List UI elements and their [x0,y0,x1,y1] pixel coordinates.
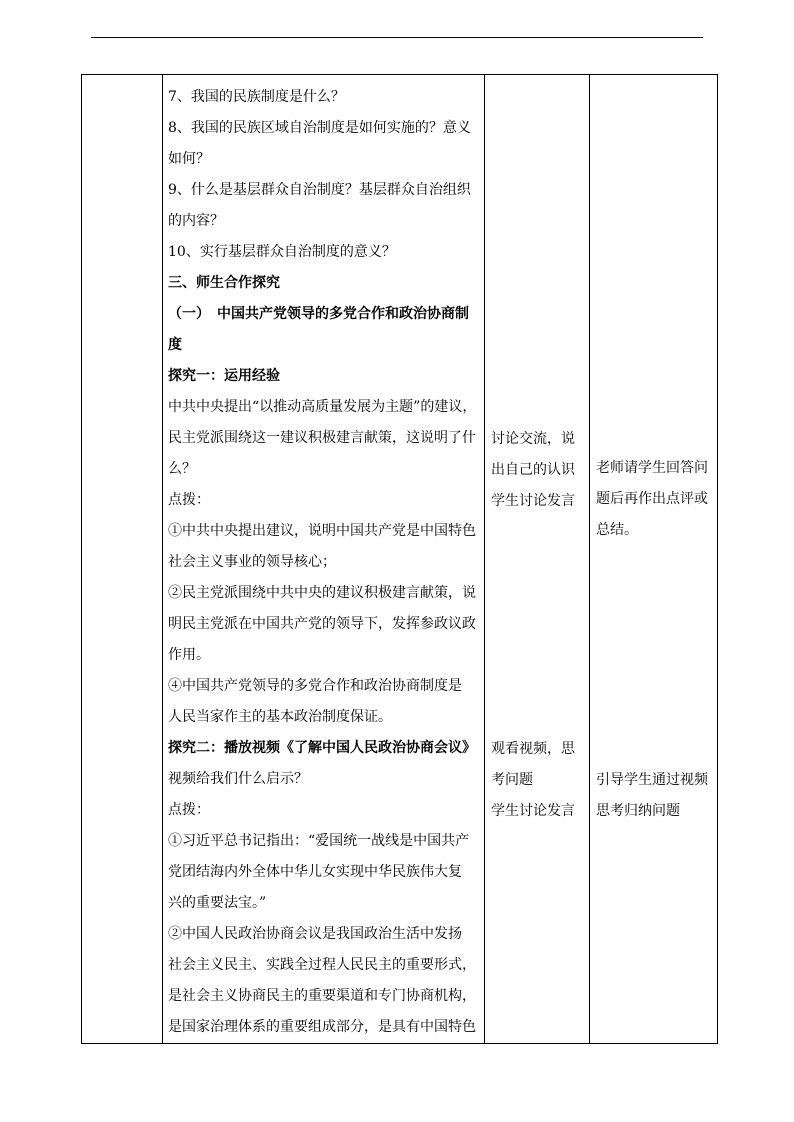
student-activity-line: 学生讨论发言 [491,803,575,819]
teacher-activity-line: 总结。 [596,522,638,538]
teacher-activity-1 [596,453,711,546]
content-line: 中共中央提出“以推动高质量发展为主题”的建议， [168,399,477,415]
content-line: 么？ [168,461,196,477]
teacher-activity-line: 思考归纳问题 [596,803,680,819]
content-line: 探究二：播放视频《了解中国人民政治协商会议》 [168,740,476,756]
content-line: ②中国人民政治协商会议是我国政治生活中发扬 [168,926,462,942]
content-line: 7、我国的民族制度是什么？ [168,89,345,105]
student-activity-line: 考问题 [491,772,533,788]
content-line: 作用。 [168,647,210,663]
teaching-content [163,75,484,1043]
student-activity-line: 学生讨论发言 [491,493,575,509]
content-line: 9、什么是基层群众自治制度？基层群众自治组织 [168,182,471,198]
content-line: ④中国共产党领导的多党合作和政治协商制度是 [168,678,462,694]
content-line: 8、我国的民族区域自治制度是如何实施的？意义 [168,120,471,136]
content-line: 社会主义民主、实践全过程人民民主的重要形式， [168,957,476,973]
student-activity-1 [491,424,583,517]
student-activity-2 [491,734,583,827]
content-line: （一） 中国共产党领导的多党合作和政治协商制 [168,306,469,322]
content-line: 视频给我们什么启示？ [168,771,308,787]
section-label-cell [82,75,163,1044]
content-line: 民主党派围绕这一建议积极建言献策，这说明了什 [168,430,476,446]
lesson-plan-table [81,74,718,1044]
content-line: 是国家治理体系的重要组成部分，是具有中国特色 [168,1019,476,1035]
teacher-activity-cell [590,75,718,1044]
content-line: 如何？ [168,151,210,167]
content-line: 是社会主义协商民主的重要渠道和专门协商机构， [168,988,476,1004]
content-line: 探究一：运用经验 [168,368,280,384]
content-line: 三、师生合作探究 [168,275,280,291]
content-line: 人民当家作主的基本政治制度保证。 [168,709,392,725]
content-line: 点拨： [168,802,210,818]
content-line: 的内容？ [168,213,224,229]
teacher-activity-line: 引导学生通过视频 [596,772,708,788]
content-line: ②民主党派围绕中共中央的建议积极建言献策，说 [168,585,476,601]
content-line: 度 [168,337,182,353]
teacher-activity-2 [596,765,711,827]
student-activity-line: 讨论交流，说 [491,431,575,447]
table-row [82,75,718,1044]
teaching-content-cell [163,75,485,1044]
student-activity-line: 观看视频，思 [491,741,575,757]
content-line: ①中共中央提出建议，说明中国共产党是中国特色 [168,523,476,539]
content-line: 党团结海内外全体中华儿女实现中华民族伟大复 [168,864,462,880]
student-activity-cell [485,75,590,1044]
teacher-activity-line: 老师请学生回答问 [596,460,708,476]
content-line: 明民主党派在中国共产党的领导下，发挥参政议政 [168,616,476,632]
content-line: ①习近平总书记指出：“爱国统一战线是中国共产 [168,833,470,849]
student-activity-line: 出自己的认识 [491,462,575,478]
content-line: 10、实行基层群众自治制度的意义？ [168,244,396,260]
content-line: 社会主义事业的领导核心； [168,554,336,570]
teacher-activity-line: 题后再作出点评或 [596,491,708,507]
content-line: 兴的重要法宝。” [168,895,267,911]
content-line: 点拨： [168,492,210,508]
header-rule [91,37,703,38]
